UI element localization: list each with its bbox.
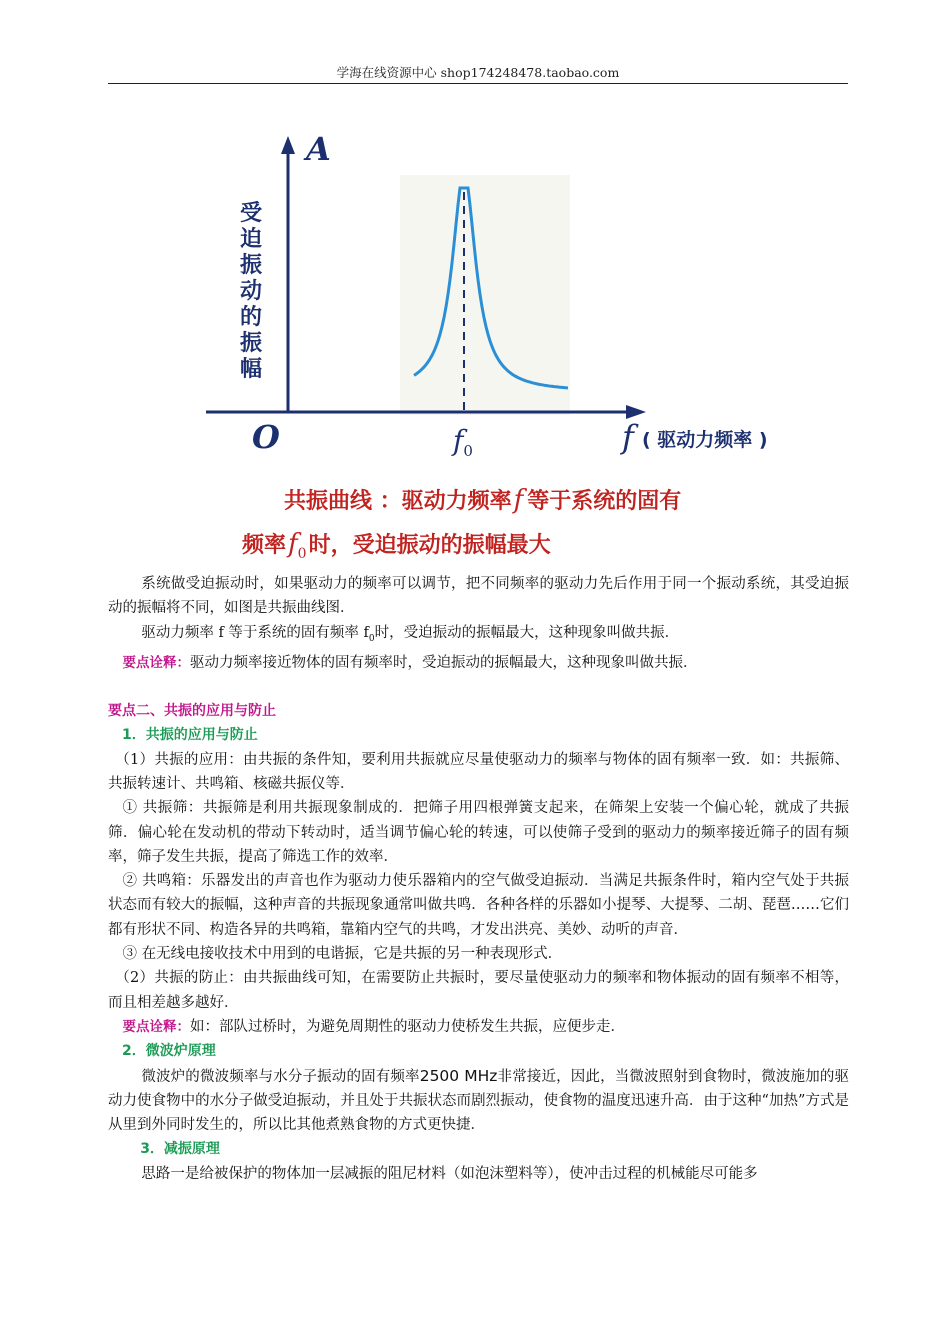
microwave-frequency: 2500 MHz (419, 1066, 498, 1085)
paragraph-microwave (108, 1064, 849, 1138)
caption-line-1 (284, 485, 681, 515)
caption-1a: 共振曲线 ：驱动力频率 (284, 489, 512, 514)
origin-label: O (252, 418, 280, 456)
paragraph-radio: ③ 在无线电接收技术中用到的电谐振，它是共振的另一种表现形式． (122, 946, 563, 963)
resonance-chart (196, 120, 836, 570)
def-sub: 0 (368, 633, 375, 644)
y-axis-label (240, 201, 262, 382)
y-axis-label-char: 振 (240, 253, 263, 278)
caption-2f: f (288, 529, 298, 559)
paragraph-sieve: ① 共振筛：共振筛是利用共振现象制成的．把筛子用四根弹簧支起来，在筛架上安装一个偏心轮，就成了共振筛．偏心轮在发动机的带动下转动时，适当调节偏心轮的转速，可以使筛子受到的驱动力的频率接近筛子的固有频率，筛子发生共振，提高了筛选工作的效率． (108, 800, 849, 865)
resonance-figure (196, 120, 836, 570)
f0-main: f (453, 424, 464, 457)
y-axis-label-char: 幅 (240, 357, 263, 382)
y-axis-label-char: 动 (240, 279, 263, 304)
paragraph-prevention: （2）共振的防止：由共振曲线可知，在需要防止共振时，要尽量使驱动力的频率和物体振动的固有频率不相等，而且相差越多越好． (108, 970, 849, 1011)
body-content (108, 572, 849, 1186)
key-note-2-label: 要点诠释： (122, 1018, 190, 1035)
paragraph-application: （1）共振的应用：由共振的条件知，要利用共振就应尽量使驱动力的频率与物体的固有频率一致．如：共振筛、共振转速计、共鸣箱、核磁共振仪等． (108, 751, 849, 792)
plot-panel (400, 175, 570, 415)
key-note-2 (108, 1015, 849, 1039)
y-axis-label-char: 的 (240, 305, 263, 330)
microwave-part-b: 非常接近，因此，当微波照射到食物时，微波施加的驱动力使食物中的水分子做受迫振动，并且处于共振状态而剧烈振动，使食物的温度迅速升高．由于这种“加热”方式是从里到外同时发生的，所以比其他煮熟食物的方式更快捷． (108, 1068, 850, 1134)
caption-1b: 等于系统的固有 (527, 489, 682, 514)
microwave-part-a: 微波炉的微波频率与水分子振动的固有频率 (141, 1068, 420, 1085)
caption-2b: 时，受迫振动的振幅最大 (308, 533, 551, 558)
subsection-1-title: 1．共振的应用与防止 (122, 727, 258, 744)
key-note-1 (108, 651, 849, 675)
section-2-title: 要点二、共振的应用与防止 (108, 703, 276, 720)
f0-sub: 0 (463, 442, 473, 460)
paragraph-intro: 系统做受迫振动时，如果驱动力的频率可以调节，把不同频率的驱动力先后作用于同一个振动系统，其受迫振动的振幅将不同，如图是共振曲线图． (108, 576, 849, 617)
paragraph-definition (108, 621, 849, 651)
paragraph-damping: 思路一是给被保护的物体加一层减振的阻尼材料（如泡沫塑料等），使冲击过程的机械能尽可能多 (141, 1165, 758, 1182)
f0-label (451, 424, 473, 460)
x-axis-label: ( 驱动力频率 ) (642, 429, 768, 451)
def-part-b: 时，受迫振动的振幅最大，这种现象叫做共振． (374, 624, 680, 641)
x-axis-letter: f (622, 418, 634, 456)
caption-2a: 频率 (242, 533, 287, 558)
y-axis-letter: A (306, 130, 331, 168)
y-axis-label-char: 迫 (240, 227, 263, 252)
y-axis-label-char: 振 (240, 331, 263, 356)
caption-line-2 (242, 529, 551, 562)
key-note-1-label: 要点诠释： (122, 654, 190, 671)
page-header: 学海在线资源中心 shop174248478.taobao.com (336, 65, 620, 80)
subsection-2-title: 2．微波炉原理 (122, 1043, 216, 1060)
key-note-2-text: 如：部队过桥时，为避免周期性的驱动力使桥发生共振，应便步走． (190, 1018, 625, 1035)
y-axis-label-char: 受 (240, 201, 263, 226)
key-note-1-text: 驱动力频率接近物体的固有频率时，受迫振动的振幅最大，这种现象叫做共振． (190, 654, 698, 671)
paragraph-resonance-box: ② 共鸣箱：乐器发出的声音也作为驱动力使乐器箱内的空气做受迫振动．当满足共振条件时，箱内空气处于共振状态而有较大的振幅，这种声音的共振现象通常叫做共鸣．各种各样的乐器如小提琴、大提琴、二胡、琵琶……它们都有形状不同、构造各异的共鸣箱，靠箱内空气的共鸣，才发出洪亮、美妙、动听的声音． (108, 873, 849, 938)
x-axis-arrow (626, 405, 646, 419)
y-axis-arrow (281, 136, 295, 154)
header-rule (108, 83, 848, 84)
subsection-3-title: 3．减振原理 (140, 1141, 220, 1158)
def-part-a: 驱动力频率 f 等于系统的固有频率 f (141, 624, 369, 641)
caption-1f: f (513, 485, 524, 515)
caption-2sub: 0 (297, 546, 307, 562)
